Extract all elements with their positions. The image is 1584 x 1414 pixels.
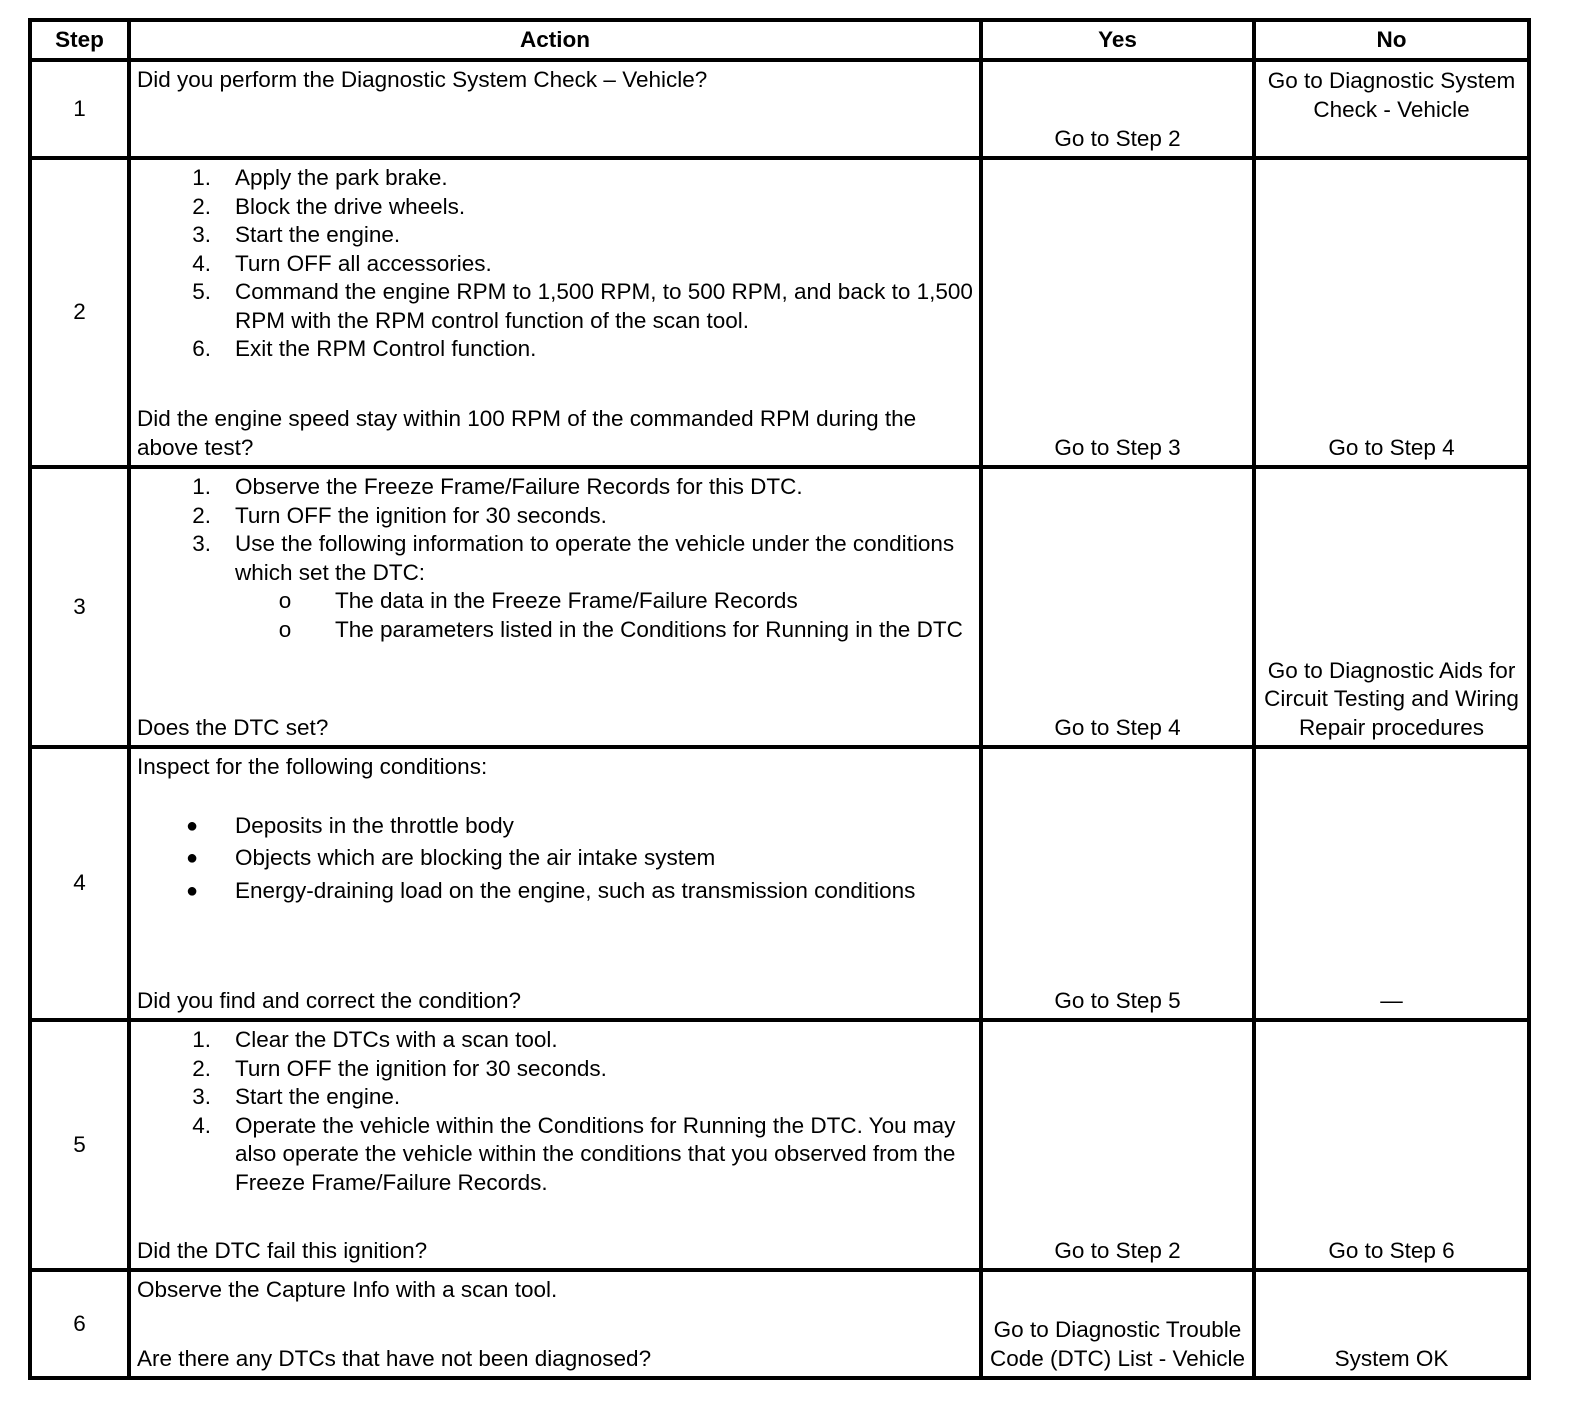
yes-cell: Go to Diagnostic Trouble Code (DTC) List - Vehicle — [981, 1270, 1254, 1378]
numbered-list — [137, 473, 973, 644]
list-item: 3. Use the following information to operate the vehicle under the conditions which set the DTC: o The data in the Freeze Frame/Failure Records o The parameters listed in the Conditions for Running in the DTC — [137, 530, 973, 644]
list-item: 3. Start the engine. — [192, 1084, 401, 1109]
question-text: Did the engine speed stay within 100 RPM of the commanded RPM during the above test? — [137, 406, 917, 460]
list-item: 2. Turn OFF the ignition for 30 seconds. — [192, 1055, 607, 1081]
question-text: Does the DTC set? — [137, 714, 329, 740]
action-cell — [129, 158, 981, 467]
yes-cell: Go to Step 2 — [981, 60, 1254, 158]
action-cell — [129, 60, 981, 158]
action-cell — [129, 1270, 981, 1378]
list-item: 6. Exit the RPM Control function. — [192, 336, 537, 361]
list-item: 1. Clear the DTCs with a scan tool. — [192, 1027, 558, 1052]
header-yes: Yes — [981, 20, 1254, 60]
bullet-icon: ● — [185, 879, 199, 902]
list-item: 2. Turn OFF the ignition for 30 seconds. — [192, 502, 607, 528]
action-cell — [129, 747, 981, 1020]
step-number: 5 — [30, 1020, 129, 1270]
list-item: 2. Block the drive wheels. — [192, 193, 466, 219]
question-text: Did the DTC fail this ignition? — [137, 1237, 428, 1263]
header-step: Step — [30, 20, 129, 60]
sub-list-item: o The data in the Freeze Frame/Failure Records — [235, 587, 973, 616]
step-number: 4 — [30, 747, 129, 1020]
question-text: Did you find and correct the condition? — [137, 987, 521, 1013]
header-no: No — [1254, 20, 1529, 60]
no-cell: System OK — [1254, 1270, 1529, 1378]
list-item: 4. Turn OFF all accessories. — [192, 250, 492, 276]
table-row-step-1 — [30, 60, 1529, 158]
yes-cell: Go to Step 2 — [981, 1020, 1254, 1270]
action-text: Observe the Capture Info with a scan tool. — [137, 1277, 558, 1302]
table-row-step-5 — [30, 1020, 1529, 1270]
bullet-icon: ● — [185, 814, 199, 837]
sub-list-item: o The parameters listed in the Conditions for Running in the DTC — [235, 616, 973, 645]
bullet-icon: ● — [185, 847, 199, 869]
diagnostic-table — [28, 18, 1531, 1380]
step-number: 1 — [30, 60, 129, 158]
no-cell: Go to Diagnostic System Check - Vehicle — [1254, 60, 1529, 158]
circle-bullet-icon: o — [278, 616, 292, 642]
question-text: Are there any DTCs that have not been diagnosed? — [137, 1345, 652, 1371]
action-text: Did you perform the Diagnostic System Check – Vehicle? — [137, 67, 708, 92]
action-text: Inspect for the following conditions: — [137, 754, 488, 779]
action-cell — [129, 1020, 981, 1270]
yes-cell: Go to Step 3 — [981, 158, 1254, 467]
numbered-list — [137, 164, 973, 364]
list-item: 1. Apply the park brake. — [192, 165, 448, 190]
list-item: 1. Observe the Freeze Frame/Failure Records for this DTC. — [192, 474, 803, 499]
yes-cell: Go to Step 4 — [981, 467, 1254, 747]
header-row — [30, 20, 1529, 60]
step-number: 6 — [30, 1270, 129, 1378]
table-row-step-3 — [30, 467, 1529, 747]
no-cell: — — [1254, 747, 1529, 1020]
list-item: 3. Start the engine. — [192, 222, 401, 247]
list-item: 4. Operate the vehicle within the Conditions for Running the DTC. You may also operate the vehicle within the conditions that you observed from the Freeze Frame/Failure Records. — [192, 1112, 956, 1195]
bullet-list — [137, 812, 973, 906]
table-row-step-2 — [30, 158, 1529, 467]
no-cell: Go to Diagnostic Aids for Circuit Testing and Wiring Repair procedures — [1254, 467, 1529, 747]
numbered-list — [137, 1026, 973, 1197]
list-item: ● Deposits in the throttle body — [137, 812, 973, 841]
table-row-step-4 — [30, 747, 1529, 1020]
yes-cell: Go to Step 5 — [981, 747, 1254, 1020]
list-item: ● Objects which are blocking the air intake system — [137, 844, 973, 873]
action-cell — [129, 467, 981, 747]
step-number: 3 — [30, 467, 129, 747]
list-item: 5. Command the engine RPM to 1,500 RPM, to 500 RPM, and back to 1,500 RPM with the RPM control function of the scan tool. — [192, 279, 973, 333]
step-number: 2 — [30, 158, 129, 467]
no-cell: Go to Step 4 — [1254, 158, 1529, 467]
list-item: ● Energy-draining load on the engine, such as transmission conditions — [137, 877, 973, 906]
no-cell: Go to Step 6 — [1254, 1020, 1529, 1270]
table-row-step-6 — [30, 1270, 1529, 1378]
circle-bullet-icon: o — [278, 588, 292, 613]
sub-list — [235, 587, 973, 644]
header-action: Action — [129, 20, 981, 60]
